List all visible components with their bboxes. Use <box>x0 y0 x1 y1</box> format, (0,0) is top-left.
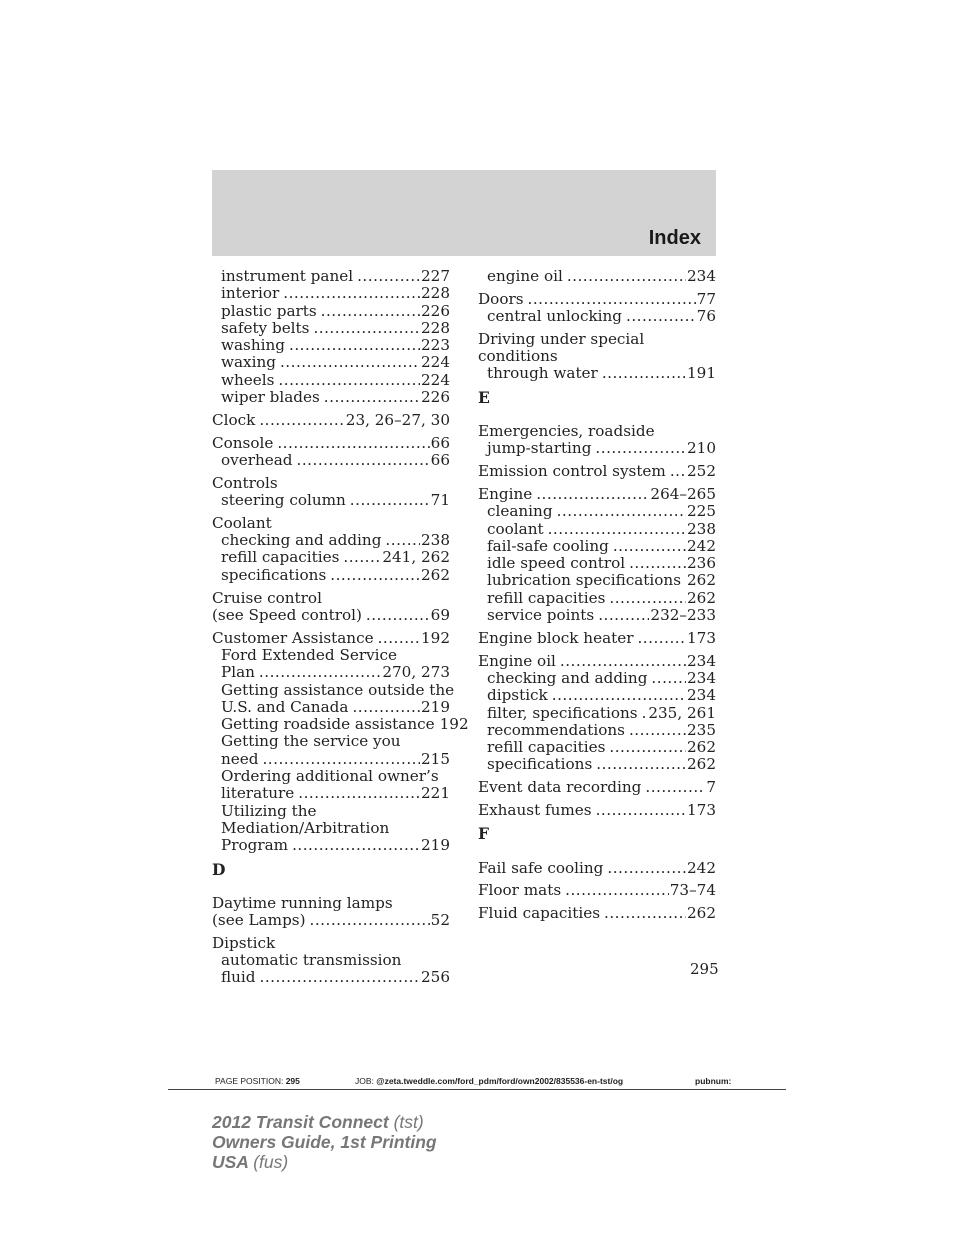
index-page-ref: 238 <box>421 531 450 550</box>
dot-leader <box>629 555 686 572</box>
index-subentry-line <box>478 739 716 756</box>
index-page-ref: 262 <box>687 904 716 923</box>
index-entry <box>212 475 450 510</box>
index-term: Utilizing the <box>221 801 317 820</box>
index-page-ref: 52 <box>430 911 450 930</box>
dot-leader <box>313 320 420 337</box>
index-page-ref: 215 <box>421 749 450 768</box>
dot-leader <box>629 722 686 739</box>
dot-leader <box>259 412 344 429</box>
index-entry <box>212 515 450 584</box>
index-term: interior <box>221 284 280 303</box>
dot-leader <box>324 389 420 406</box>
index-term: filter, specifications <box>487 703 638 722</box>
index-page-ref: 262 <box>687 571 716 590</box>
dot-leader <box>352 699 420 716</box>
page-number: 295 <box>690 960 719 978</box>
index-entry-line <box>212 895 450 912</box>
index-subentry-line <box>212 715 469 734</box>
index-term: Engine block heater <box>478 628 634 647</box>
index-subentry-line <box>478 555 716 572</box>
index-page-ref: 225 <box>687 502 716 521</box>
imprint-model: 2012 Transit Connect <box>212 1112 389 1132</box>
index-page-ref: 262 <box>687 738 716 757</box>
index-term: automatic transmission <box>221 951 402 970</box>
index-subentry-line <box>212 785 450 802</box>
dot-leader <box>536 486 649 503</box>
index-subentry-line <box>212 768 450 785</box>
dot-leader <box>685 572 686 589</box>
index-term: Getting the service you <box>221 732 401 751</box>
index-term: washing <box>221 336 285 355</box>
index-letter-heading: D <box>212 859 226 879</box>
index-term: waxing <box>221 353 276 372</box>
dot-leader <box>637 630 686 647</box>
index-subentry-line <box>212 803 450 820</box>
index-term: checking and adding <box>221 531 382 550</box>
index-term: refill capacities <box>487 588 606 607</box>
dot-leader <box>565 882 669 899</box>
index-page-ref: 71 <box>430 491 450 510</box>
index-page-ref: 242 <box>687 536 716 555</box>
index-entry-line <box>478 779 716 796</box>
index-subentry-line <box>478 722 716 739</box>
index-subentry-line <box>212 680 455 699</box>
index-subentry-line <box>478 607 716 624</box>
index-subentry-line <box>212 389 450 406</box>
dot-leader <box>298 785 420 802</box>
index-term: Driving under special <box>478 329 645 348</box>
index-term: cleaning <box>487 502 553 521</box>
index-term: recommendations <box>487 720 625 739</box>
footer-divider <box>168 1089 786 1090</box>
index-entry-line <box>478 331 716 348</box>
imprint-market-line <box>212 1152 437 1172</box>
index-letter-heading: E <box>478 387 490 407</box>
index-page-ref: 236 <box>687 554 716 573</box>
index-page-ref: 256 <box>421 968 450 987</box>
footer-job <box>355 1076 623 1086</box>
index-subentry-line <box>212 452 450 469</box>
dot-leader <box>670 463 686 480</box>
index-entry <box>478 423 716 458</box>
index-subentry-line <box>478 365 716 382</box>
dot-leader <box>645 779 705 796</box>
index-page-ref: 226 <box>421 301 450 320</box>
index-page-ref: 264–265 <box>650 484 716 503</box>
index-subentry-line <box>478 687 716 704</box>
index-page-ref: 66 <box>430 450 450 469</box>
dot-leader <box>260 969 421 986</box>
index-term: conditions <box>478 347 558 366</box>
dot-leader <box>283 285 420 302</box>
index-page-ref: 7 <box>706 778 716 797</box>
index-page-ref: 23, 26–27, 30 <box>345 410 450 429</box>
dot-leader <box>609 739 686 756</box>
index-page-ref: 235 <box>687 720 716 739</box>
index-page-ref: 234 <box>687 686 716 705</box>
document-imprint <box>212 1112 437 1172</box>
index-term: specifications <box>487 755 593 774</box>
index-subentry-line <box>478 521 716 538</box>
index-entry-line <box>478 463 716 480</box>
index-term: Program <box>221 836 289 855</box>
index-subentry-line <box>212 285 450 302</box>
index-entry-line <box>478 348 716 365</box>
index-term: U.S. and Canada <box>221 697 349 716</box>
dot-leader <box>604 905 686 922</box>
index-page-ref: 270, 273 <box>382 663 450 682</box>
index-entry-line <box>478 486 716 503</box>
index-page-ref: 238 <box>687 519 716 538</box>
index-term: (see Lamps) <box>212 911 306 930</box>
index-entry-line <box>212 590 450 607</box>
index-term: Cruise control <box>212 588 322 607</box>
dot-leader <box>262 751 420 768</box>
index-term: refill capacities <box>487 738 606 757</box>
imprint-market: USA <box>212 1152 249 1172</box>
index-term: Coolant <box>212 513 272 532</box>
index-column-right <box>478 268 716 928</box>
index-subentry-line <box>212 372 450 389</box>
index-term: jump-starting <box>487 439 592 458</box>
dot-leader <box>278 372 420 389</box>
index-entry <box>478 779 716 796</box>
index-subentry-line <box>212 320 450 337</box>
index-term: Emission control system <box>478 462 666 481</box>
index-page-ref: 73–74 <box>669 881 716 900</box>
index-subentry-line <box>212 303 450 320</box>
index-term: dipstick <box>487 686 548 705</box>
index-term: idle speed control <box>487 554 626 573</box>
index-page-ref: 228 <box>421 284 450 303</box>
index-page-ref: 262 <box>687 588 716 607</box>
index-term: Doors <box>478 289 524 308</box>
index-page-ref: 232–233 <box>650 606 716 625</box>
index-subentry-line <box>478 268 716 285</box>
index-subentry-line <box>478 308 716 325</box>
index-page-ref: 224 <box>421 353 450 372</box>
dot-leader <box>289 337 420 354</box>
index-entry <box>212 435 450 470</box>
footer-job-label: JOB: <box>355 1076 374 1086</box>
index-term: Engine <box>478 484 533 503</box>
index-entry-line <box>212 912 450 929</box>
index-page-ref: 224 <box>421 370 450 389</box>
index-term: steering column <box>221 491 346 510</box>
index-entry-line <box>212 607 450 624</box>
index-term: engine oil <box>487 267 563 285</box>
index-subentry-line <box>212 664 450 681</box>
index-subentry-line <box>478 538 716 555</box>
index-term: literature <box>221 784 295 803</box>
index-entry-line <box>212 630 450 647</box>
index-term: plastic parts <box>221 301 317 320</box>
imprint-guide: Owners Guide, 1st Printing <box>212 1132 437 1152</box>
index-term: lubrication specifications <box>487 571 681 590</box>
dot-leader <box>602 365 686 382</box>
index-subentry-line <box>478 705 716 722</box>
index-subentry-line <box>212 492 450 509</box>
dot-leader <box>567 268 686 285</box>
index-page-ref: 241, 262 <box>382 548 450 567</box>
index-page-ref: 77 <box>696 289 716 308</box>
index-subentry-line <box>212 337 450 354</box>
index-page-ref: 227 <box>421 267 450 285</box>
index-page-ref: 223 <box>421 336 450 355</box>
index-entry-line <box>212 435 450 452</box>
index-page-ref: 192 <box>421 628 450 647</box>
dot-leader <box>259 664 381 681</box>
index-term: need <box>221 749 259 768</box>
index-page-ref: 66 <box>430 433 450 452</box>
index-subentry-line <box>212 567 450 584</box>
index-subentry-line <box>478 572 716 589</box>
index-subentry-line <box>212 952 450 969</box>
dot-leader <box>642 705 648 722</box>
index-page-ref: 76 <box>696 307 716 326</box>
index-term: Ordering additional owner’s <box>221 767 439 786</box>
index-letter-heading: F <box>478 824 490 844</box>
index-term: through water <box>487 364 598 383</box>
index-subentry-line <box>212 532 450 549</box>
index-entry <box>478 802 716 819</box>
dot-leader <box>321 303 420 320</box>
dot-leader <box>609 590 686 607</box>
index-page-ref: 262 <box>421 565 450 584</box>
imprint-market-code: (fus) <box>253 1152 289 1172</box>
index-column-left <box>212 267 469 992</box>
index-entry <box>478 268 716 285</box>
index-page-ref: 219 <box>421 697 450 716</box>
index-entry-line <box>212 515 450 532</box>
dot-leader <box>378 630 420 647</box>
dot-leader <box>613 538 686 555</box>
dot-leader <box>280 354 420 371</box>
index-entry <box>478 331 716 383</box>
footer-page-position <box>215 1076 300 1086</box>
dot-leader <box>596 756 686 773</box>
index-entry <box>478 463 716 480</box>
dot-leader <box>560 653 686 670</box>
index-term: checking and adding <box>487 668 648 687</box>
footer-job-value: @zeta.tweddle.com/ford_pdm/ford/own2002/835536-en-tst/og <box>376 1076 624 1086</box>
index-term: fluid <box>221 968 256 987</box>
dot-leader <box>651 670 686 687</box>
index-subentry-line <box>478 670 716 687</box>
index-entry <box>212 412 450 429</box>
dot-leader <box>297 452 430 469</box>
index-page-ref: 173 <box>687 628 716 647</box>
index-term: (see Speed control) <box>212 605 362 624</box>
dot-leader <box>596 802 686 819</box>
index-term: safety belts <box>221 318 310 337</box>
index-page-ref: 210 <box>687 439 716 458</box>
index-term: Fluid capacities <box>478 904 601 923</box>
dot-leader <box>343 549 381 566</box>
index-page-ref: 262 <box>687 755 716 774</box>
index-entry <box>212 590 450 625</box>
index-entry-line <box>212 475 450 492</box>
index-entry-line <box>478 630 716 647</box>
index-term: Console <box>212 433 274 452</box>
index-term: Mediation/Arbitration <box>221 818 390 837</box>
index-entry-line <box>212 935 450 952</box>
index-page-ref: 234 <box>687 651 716 670</box>
footer-pubnum-label: pubnum: <box>695 1076 732 1086</box>
index-subentry-line <box>212 268 450 285</box>
dot-leader <box>595 440 686 457</box>
index-term: fail-safe cooling <box>487 536 609 555</box>
dot-leader <box>528 291 696 308</box>
index-entry <box>478 860 716 877</box>
index-entry <box>478 653 716 774</box>
index-term: wiper blades <box>221 388 320 407</box>
index-page-ref: 221 <box>421 784 450 803</box>
index-page-ref: 228 <box>421 318 450 337</box>
index-page-ref: 226 <box>421 388 450 407</box>
index-term: Dipstick <box>212 933 276 952</box>
index-entry <box>478 630 716 647</box>
index-entry <box>478 291 716 326</box>
index-term: coolant <box>487 519 544 538</box>
index-term: Floor mats <box>478 881 562 900</box>
dot-leader <box>626 308 696 325</box>
imprint-model-code: (tst) <box>393 1112 424 1132</box>
index-subentry-line <box>212 647 450 664</box>
dot-leader <box>385 532 420 549</box>
index-subentry-line <box>212 549 450 566</box>
index-page-ref: 219 <box>421 836 450 855</box>
index-entry-line <box>212 412 450 429</box>
dot-leader <box>598 607 649 624</box>
index-term: overhead <box>221 450 293 469</box>
imprint-model-line <box>212 1112 437 1132</box>
index-entry-line <box>478 653 716 670</box>
index-term: Event data recording <box>478 778 642 797</box>
index-page-ref: 192 <box>439 715 469 734</box>
index-subentry-line <box>478 440 716 457</box>
index-term: Getting assistance outside the <box>221 680 455 699</box>
index-subentry-line <box>212 837 450 854</box>
index-page-ref: 173 <box>687 801 716 820</box>
index-term: Plan <box>221 663 255 682</box>
dot-leader <box>557 503 686 520</box>
index-term: Ford Extended Service <box>221 645 398 664</box>
index-term: Customer Assistance <box>212 628 374 647</box>
index-term: Emergencies, roadside <box>478 422 655 441</box>
index-term: service points <box>487 606 595 625</box>
index-term: central unlocking <box>487 307 623 326</box>
index-subentry-line <box>212 699 450 716</box>
index-header-band <box>212 170 716 256</box>
index-entry-line <box>478 882 716 899</box>
index-page-ref: 235, 261 <box>648 703 716 722</box>
index-term: wheels <box>221 370 275 389</box>
index-subentry-line <box>212 969 450 986</box>
index-entry <box>212 628 469 855</box>
index-entry <box>212 268 450 406</box>
index-entry <box>212 935 450 987</box>
index-subentry-line <box>478 503 716 520</box>
index-subentry-line <box>212 354 450 371</box>
index-subentry-line <box>212 751 450 768</box>
dot-leader <box>350 492 430 509</box>
index-term: specifications <box>221 565 327 584</box>
index-entry-line <box>478 423 716 440</box>
index-subentry-line <box>478 590 716 607</box>
index-entry-line <box>478 860 716 877</box>
index-entry-line <box>478 802 716 819</box>
footer-position-label: PAGE POSITION: <box>215 1076 284 1086</box>
index-entry <box>478 905 716 922</box>
index-term: instrument panel <box>221 267 354 285</box>
index-subentry-line <box>212 820 450 837</box>
index-page-ref: 191 <box>687 364 716 383</box>
index-subentry-line <box>478 756 716 773</box>
index-entry <box>478 486 716 624</box>
index-entry <box>478 882 716 899</box>
index-term: Clock <box>212 410 256 429</box>
dot-leader <box>292 837 420 854</box>
index-page-ref: 242 <box>687 858 716 877</box>
index-term: Getting roadside assistance <box>221 715 435 734</box>
index-term: Controls <box>212 473 278 492</box>
index-term: Engine oil <box>478 651 556 670</box>
dot-leader <box>366 607 430 624</box>
index-entry-line <box>478 905 716 922</box>
footer-pubnum <box>695 1076 731 1086</box>
dot-leader <box>277 435 429 452</box>
footer-position-value: 295 <box>285 1076 300 1086</box>
dot-leader <box>548 521 686 538</box>
index-subentry-line <box>212 733 450 750</box>
index-page-ref: 234 <box>687 668 716 687</box>
dot-leader <box>357 268 420 285</box>
index-page-ref: 252 <box>687 462 716 481</box>
index-term: Daytime running lamps <box>212 893 393 912</box>
index-entry-line <box>478 291 716 308</box>
index-term: Fail safe cooling <box>478 858 604 877</box>
dot-leader <box>330 567 420 584</box>
dot-leader <box>552 687 686 704</box>
dot-leader <box>310 912 430 929</box>
index-entry <box>212 895 450 930</box>
dot-leader <box>607 860 686 877</box>
index-page-ref: 69 <box>430 605 450 624</box>
index-page-ref: 234 <box>687 267 716 285</box>
index-term: refill capacities <box>221 548 340 567</box>
page-title: Index <box>648 227 701 249</box>
index-term: Exhaust fumes <box>478 801 592 820</box>
